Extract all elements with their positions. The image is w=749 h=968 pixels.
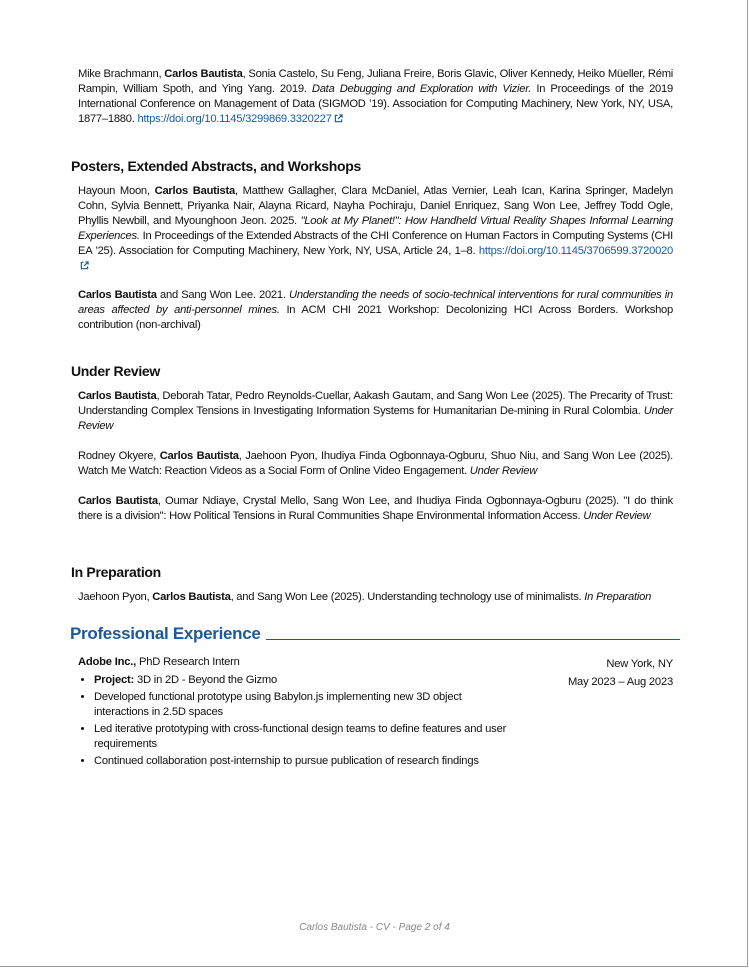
- doi-link[interactable]: https://doi.org/10.1145/3299869.3320227: [137, 113, 332, 125]
- publication-entry: [78, 590, 673, 605]
- author-highlight: Carlos Bautista: [164, 68, 243, 80]
- author-highlight: Carlos Bautista: [78, 289, 157, 301]
- publication-title: "Look at My Planet!": How Handheld Virtual Reality Shapes Informal Learning Experiences.: [78, 215, 673, 242]
- publication-entry: [78, 494, 673, 524]
- job-bullet: [94, 673, 519, 688]
- citation-text: Rodney Okyere,: [78, 450, 160, 462]
- citation-text: , and Sang Won Lee (2025). Understanding technology use of minimalists.: [230, 591, 585, 603]
- author-highlight: Carlos Bautista: [159, 450, 239, 462]
- page-footer: Carlos Bautista - CV - Page 2 of 4: [299, 922, 450, 933]
- section-title: Professional Experience: [70, 624, 261, 643]
- job-bullet: • Continued collaboration post-internship to pursue publication of research findings: [94, 754, 519, 769]
- publication-entry: [78, 288, 673, 333]
- job-entry: [78, 655, 673, 771]
- job-location: New York, NY: [606, 658, 673, 670]
- section-professional-experience: [70, 624, 680, 644]
- citation-text: In Proceedings of the 2019 International Conference on Management of Data (SIGMOD ’19). Association for Computing Machinery, New York, NY, USA, 1877–1880.: [78, 83, 673, 125]
- subsection-heading-posters: Posters, Extended Abstracts, and Workshops: [71, 158, 362, 174]
- publication-title: Under Review: [469, 465, 538, 477]
- publication-title: In Preparation: [584, 591, 652, 603]
- citation-text: In ACM CHI 2021 Workshop: Decolonizing HCI Across Borders. Workshop contribution (non-archival): [78, 304, 673, 331]
- subsection-heading-in-preparation: In Preparation: [71, 564, 161, 580]
- citation-text: Jaehoon Pyon,: [78, 591, 153, 603]
- citation-text: Hayoun Moon,: [78, 185, 155, 197]
- subsection-heading-under-review: Under Review: [71, 363, 160, 379]
- doi-link[interactable]: https://doi.org/10.1145/3706599.3720020: [478, 245, 673, 257]
- citation-text: and Sang Won Lee. 2021.: [156, 289, 290, 301]
- author-highlight: Carlos Bautista: [152, 591, 231, 603]
- publication-title: Understanding the needs of socio-technical interventions for rural communities in areas affected by anti-personnel mines.: [78, 289, 673, 316]
- publication-title: Data Debugging and Exploration with Vizier.: [311, 83, 532, 95]
- publication-title: Under Review: [583, 510, 651, 522]
- project-label: Project:: [94, 674, 135, 686]
- publication-entry: [78, 184, 673, 274]
- author-highlight: Carlos Bautista: [78, 390, 157, 402]
- external-link-icon[interactable]: [334, 114, 343, 123]
- citation-text: , Oumar Ndiaye, Crystal Mello, Sang Won Lee, and Ihudiya Finda Ogbonnaya-Ogburu (2025). "I do think there is a division": How Political Tensions in Rural Communities Shape Environmental Information Access.: [78, 495, 673, 522]
- citation-text: , Matthew Gallagher, Clara McDaniel, Atlas Vernier, Leah Ican, Karina Springer, Madelyn Cohn, Sylvia Bennett, Priyanka Nair, Alayna Ricard, Nayha Pochiraju, Daniel Enriquez, Sang Won Lee, Jeffrey Todd Ogle, Phyllis Newbill, and Myounghoon Jeon. 2025.: [78, 185, 673, 227]
- project-name: 3D in 2D - Beyond the Gizmo: [134, 674, 278, 686]
- citation-text: In Proceedings of the Extended Abstracts of the CHI Conference on Human Factors in Computing Systems (CHI EA ’25). Association for Computing Machinery, New York, NY, USA, Article 24, 1–8.: [78, 230, 673, 257]
- job-bullet: • Developed functional prototype using Babylon.js implementing new 3D object interactions in 2.5D spaces: [94, 690, 519, 720]
- citation-text: Mike Brachmann,: [78, 68, 165, 80]
- job-meta: [568, 655, 673, 691]
- publication-entry: [78, 449, 673, 479]
- publication-entry: [78, 67, 673, 127]
- job-role: PhD Research Intern: [136, 656, 240, 668]
- citation-text: , Deborah Tatar, Pedro Reynolds-Cuellar, Aakash Gautam, and Sang Won Lee (2025). The Precarity of Trust: Understanding Complex Tensions in Investigating Information Systems for Humanitarian De-mining in Rural Colombia.: [78, 390, 673, 417]
- citation-text: , Jaehoon Pyon, Ihudiya Finda Ogbonnaya-Ogburu, Shuo Niu, and Sang Won Lee (2025). Watch Me Watch: Reaction Videos as a Social Form of Online Video Engagement.: [78, 450, 673, 477]
- citation-text: , Sonia Castelo, Su Feng, Juliana Freire, Boris Glavic, Oliver Kennedy, Heiko Müeller, Rémi Rampin, William Spoth, and Ying Yang. 2019.: [78, 68, 674, 95]
- job-bullets: [78, 673, 519, 769]
- company-name: Adobe Inc.,: [78, 656, 137, 668]
- job-dates: May 2023 – Aug 2023: [567, 676, 673, 688]
- author-highlight: Carlos Bautista: [154, 185, 235, 197]
- author-highlight: Carlos Bautista: [78, 495, 158, 507]
- publication-entry: [78, 389, 673, 434]
- external-link-icon[interactable]: [80, 261, 89, 270]
- job-bullet: • Led iterative prototyping with cross-functional design teams to define features and user requirements: [94, 722, 519, 752]
- section-rule: [266, 639, 680, 640]
- publication-title: Under Review: [78, 405, 673, 432]
